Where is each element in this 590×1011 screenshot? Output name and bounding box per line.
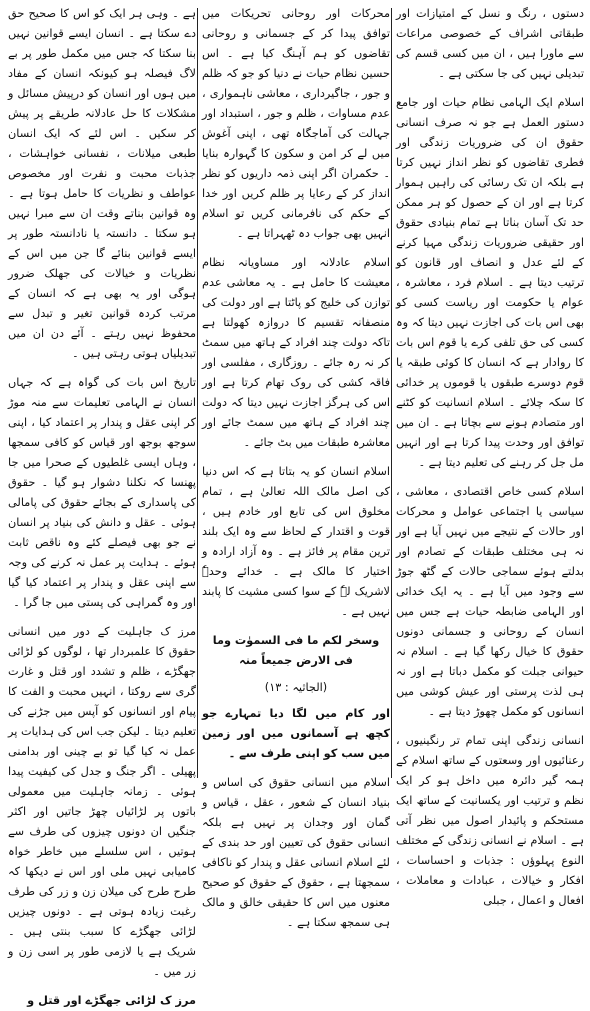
- paragraph: محرکات اور روحانی تحریکات میں توافق پیدا کر کے جسمانی و روحانی تقاضوں کو ہم آہنگ کیا ہے ۔ اس حسین نظام حیات نے دنیا کو جو کہ ظلم و جور ، جاگیرداری ، معاشی ناہمواری ، عدم مساوات ، ظلم و جور ، استبداد اور جہالت کی آماجگاہ تھی ، اپنی آغوش میں لے کر امن و سکون کا گہوارہ بنایا ۔ حکمران اگر اپنی ذمہ داریوں کو نظر انداز کر کے رعایا پر ظلم کریں اور خدا کے حکم کی نافرمانی کریں تو اسلام انہیں بھی جواب دہ ٹھہراتا ہے ۔: [202, 7, 390, 240]
- verse-translation: اور کام میں لگا دیا تمہارے جو کچھ ہے آسمانوں میں اور زمین میں سب کو اپنی طرف سے ۔: [202, 707, 390, 760]
- paragraph: مرز ک جاہلیت کے دور میں انسانی حقوق کا علمبردار تھا ، لوگوں کو لڑائی جھگڑے ، ظلم و تشدد اور قتل و غارت گری سے روکتا ، انہیں محبت و الفت کا پیام اور انسانوں کو آپس میں جڑنے کی تعلیم دیتا ۔ لیکن جب اس کی ہدایات پر عمل نہ کیا گیا تو بے چینی اور بدامنی پھیلی ۔ اگر جنگ و جدل کی کیفیت پیدا ہوئی ۔ زمانہ جاہلیت میں معمولی باتوں پر لڑائیاں چھڑ جاتیں اور اکثر جنگیں ان دونوں چیزوں کی طرف سے ہوتیں ، اس سلسلے میں خاطر خواہ کامیابی نہیں ملی اور اس نے دیکھا کہ طرح طرح کی میلان زن و زر کی طرف رغبت زیادہ ہوتی ہے ۔ دونوں چیزیں لڑائی جھگڑے کا سبب بنتی ہیں ۔ شریک ہے یا لازمی طور پر اسی زن و زر میں ۔: [8, 625, 196, 978]
- newspaper-page: [6, 4, 584, 1007]
- column-middle: [202, 4, 390, 929]
- paragraph: انسانی زندگی اپنی تمام تر رنگینیوں ، رعنائیوں اور وسعتوں کے ساتھ اسلام کے ہمہ گیر دائرہ میں داخل ہو کر ایک نظم و ترتیب اور یکسانیت کے ساتھ ایک مستحکم و پائیدار اصول میں نظر آتی ہے ۔ اسلام نے انسانی زندگی کے مختلف النوع پہلوؤں : جذبات و احساسات ، افکار و خیالات ، عبادات و معاملات ، افعال و اعمال ، جبلی: [396, 734, 584, 907]
- paragraph: ہے ۔ وہی ہر ایک کو اس کا صحیح حق دے سکتا ہے ۔ انسان ایسے قوانین نہیں بنا سکتا کہ جس میں مکمل طور پر بے لاگ فیصلہ ہو کیونکہ انسان کے مفاد میں ہوں اور انسان کو درپیش مسائل و مشکلات کا حل عادلانہ طریقے پر پیش کر سکیں ۔ اس لئے کہ ایک انسان طبعی میلانات ، نفسانی خواہشات ، جذبات محبت و نفرت اور مخصوص عواطف و نظریات کا حامل ہوتا ہے ۔ وہ قوانین بناتے وقت ان سے مبرا نہیں ہو سکتا ۔ دانستہ یا نادانستہ طور پر ایسے قوانین بنائے گا جن میں اس کے نظریات و خیالات کی جھلک ضرور ہوگی اور یہ بھی ہے کہ انسان کے مرتب کردہ قوانین تغیر و تبدل سے محفوظ نہیں رہتے ۔ آئے دن ان میں تبدیلیاں ہوتی رہتی ہیں ۔: [8, 7, 196, 360]
- paragraph: اسلام ایک الہامی نظام حیات اور جامع دستور العمل ہے جو نہ صرف انسانی حقوق ان کی ضروریات زندگی اور فطری تقاضوں کو نظر انداز نہیں کرتا ہے بلکہ ان تک رسائی کی راہیں ہموار کرتا ہے اور ان کے حصول کو ہر ممکن حد تک آسان بناتا ہے تمام بنیادی حقوق اور حقیقی ضروریات زندگی مہیا کرنے کے لئے عدل و انصاف اور قانون کو ترتیب دیتا ہے ۔ اسلام فرد ، معاشرہ ، عوام یا حکومت اور ریاست کسی کو بھی اس بات کی اجازت نہیں دیتا کہ وہ کسی کی حق تلفی کرے یا قوم اس بات کا روادار ہے کہ انسان کا کوئی طبقہ یا قوم دوسرے طبقوں یا قوموں پر خدائی کا سکہ چلائے ۔ اسلام انسانیت کو کٹنے اور متصادم ہونے سے بچاتا ہے ۔ ان میں توافق اور وحدت پیدا کرتا ہے اور انہیں مل جل کر رہنے کی تعلیم دیتا ہے ۔: [396, 96, 584, 469]
- column-right: [396, 4, 584, 907]
- paragraph: اسلام عادلانہ اور مساویانہ نظام معیشت کا حامل ہے ۔ یہ معاشی عدم توازن کی خلیج کو پاٹتا ہے اور دولت کی منصفانہ تقسیم کا دروازہ کھولتا ہے تاکہ دولت چند افراد کے ہاتھ میں سمٹ کر نہ رہ جائے ۔ روزگاری ، مفلسی اور فاقہ کشی کی روک تھام کرتا ہے اور اس کی ہرگز اجازت نہیں دیتا کہ دولت چند افراد کے ہاتھ میں سمٹ جائے اور معاشرہ طبقات میں بٹ جائے ۔: [202, 256, 390, 449]
- verse-reference: (الجاثیہ : ۱۳): [264, 681, 328, 694]
- paragraph: دستوں ، رنگ و نسل کے امتیازات اور طبقاتی اشراف کے خصوصی مراعات سے ماورا ہیں ، ان میں کسی قسم کی تبدیلی نہیں کی جا سکتی ہے ۔: [396, 7, 584, 80]
- paragraph: اسلام میں انسانی حقوق کی اساس و بنیاد انسان کے شعور ، عقل ، قیاس و گمان اور وجدان پر نہیں ہے بلکہ انسانی حقوق کی تعیین اور حد بندی کے لئے اسلام انسانی عقل و پندار کو ناکافی سمجھتا ہے ، حقوق کے حقوق کو صحیح معنوں میں اس کا حقیقی خالق و مالک ہی سمجھ سکتا ہے ۔: [202, 776, 390, 929]
- paragraph: تاریخ اس بات کی گواہ ہے کہ جہاں انسان نے الہامی تعلیمات سے منہ موڑ کر اپنی عقل و پندار پر اعتماد کیا ، اپنی سوجھ بوجھ اور قیاس کو کافی سمجھا ، وہاں ایسی غلطیوں کے صحرا میں جا پھنسا کہ نکلنا دشوار ہو گیا ۔ حقوق کی پاسداری کے بجائے حقوق کی پامالی ہوئی ۔ عقل و دانش کی بنیاد پر انسان نے جو بھی فیصلے کئے وہ ناقص ثابت ہوئے ۔ ہدایت پر عمل نہ کرنے کی وجہ سے اپنی عقل و پندار پر اعتماد کیا گیا اور وہ گمراہی کی پستی میں جا گرا ۔: [8, 376, 196, 609]
- column-divider: [391, 8, 392, 778]
- quranic-verse: وسخر لکم ما فی السموٰت وما فی الارض جمیعاً منہ: [212, 634, 380, 667]
- column-left: [8, 4, 196, 1007]
- column-divider: [197, 8, 198, 778]
- paragraph: اسلام کسی خاص اقتصادی ، معاشی ، سیاسی یا اجتماعی عوامل و محرکات اور حالات کے نتیجے میں نہیں آیا ہے اور نہ ہی مختلف طبقات کے تصادم اور بدلتے ہوئے سماجی حالات کے گٹھ جوڑ سے وجود میں آیا ہے ۔ یہ ایک خدائی اور الہامی ضابطہ حیات ہے جس میں انسان کے روحانی و جسمانی دونوں حقوق کا خیال رکھا گیا ہے ۔ اسلام نہ حیوانی جبلت کو مکمل دباتا ہے اور نہ ہی لذت پرستی اور عیش کوشی میں انسانوں کو مکمل چھوڑ دیتا ہے ۔: [396, 485, 584, 718]
- paragraph: اسلام انسان کو یہ بتاتا ہے کہ اس دنیا کی اصل مالک اللہ تعالیٰ ہے ، تمام مخلوق اس کی تابع اور خادم ہیں ، قوت و اقتدار کے لحاظ سے وہ ایک بلند ترین مقام پر فائز ہے ۔ وہ آزاد ارادہ و اختیار کا مالک ہے ۔ خدائے وحدہٗ لاشریک لہٗ کے سوا کسی مشیت کا پابند نہیں ہے ۔: [202, 465, 390, 618]
- paragraph: مرز ک لڑائی جھگڑے اور قتل و: [27, 994, 196, 1007]
